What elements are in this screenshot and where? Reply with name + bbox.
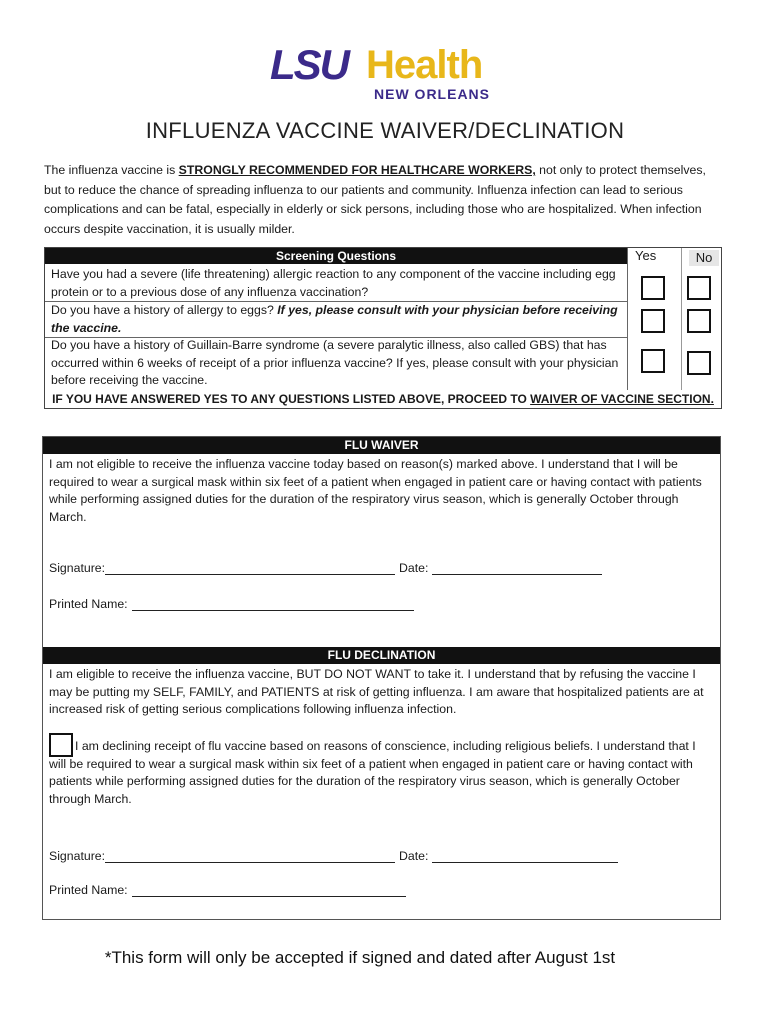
declination-header: FLU DECLINATION bbox=[43, 647, 720, 664]
declination-printed-name-field[interactable] bbox=[49, 883, 406, 897]
logo-subtitle: NEW ORLEANS bbox=[374, 86, 490, 102]
q2-no-checkbox[interactable] bbox=[687, 309, 711, 333]
date-label: Date: bbox=[399, 849, 429, 863]
intro-emphasis: STRONGLY RECOMMENDED FOR HEALTHCARE WORKERS, bbox=[178, 163, 536, 177]
waiver-text: I am not eligible to receive the influenza vaccine today based on reason(s) marked above. I understand that I will be required to wear a surgical mask within six feet of a patient when engaged in patient care or having contact with patients while performing assigned duties for the duration of the respiratory virus season, which is generally October through March. bbox=[49, 457, 702, 524]
declination-signature-field[interactable] bbox=[49, 849, 395, 863]
signature-line[interactable] bbox=[105, 850, 395, 863]
printed-name-label: Printed Name: bbox=[49, 883, 128, 897]
q1-yes-checkbox[interactable] bbox=[641, 276, 665, 300]
intro-text-start: The influenza vaccine is bbox=[44, 163, 179, 177]
waiver-signature-field[interactable] bbox=[49, 561, 395, 575]
column-divider bbox=[681, 248, 682, 390]
yes-column-label: Yes bbox=[635, 248, 657, 263]
screening-question-3: Do you have a history of Guillain-Barre syndrome (a severe paralytic illness, also called GBS) that has occurred within 6 weeks of receipt of a prior influenza vaccine? If yes, please consult with your physician before receiving the vaccine. bbox=[51, 338, 619, 387]
instruction-link-text: WAIVER OF VACCINE SECTION. bbox=[530, 392, 714, 406]
signature-label: Signature: bbox=[49, 561, 106, 575]
q2-yes-checkbox[interactable] bbox=[641, 309, 665, 333]
q3-yes-checkbox[interactable] bbox=[641, 349, 665, 373]
signature-line[interactable] bbox=[105, 562, 395, 575]
date-label: Date: bbox=[399, 561, 429, 575]
waiver-date-field[interactable] bbox=[399, 561, 602, 575]
waiver-printed-name-field[interactable] bbox=[49, 597, 414, 611]
printed-name-line[interactable] bbox=[132, 884, 406, 897]
intro-text-end: not only to protect themselves, but to reduce the chance of spreading influenza to our patients and community. Influenza infection can lead to serious complications and can be fatal, especially in elderly or sick persons, including those who are hospitalized. When infection occurs despite vaccination, it is usually milder. bbox=[44, 163, 706, 236]
signature-label: Signature: bbox=[49, 849, 106, 863]
instruction-text: IF YOU HAVE ANSWERED YES TO ANY QUESTIONS LISTED ABOVE, PROCEED TO bbox=[52, 392, 531, 406]
declination-text: I am eligible to receive the influenza vaccine, BUT DO NOT WANT to take it. I understand that by refusing the vaccine I may be putting my SELF, FAMILY, and PATIENTS at risk of getting influenza. I am aware that hospitalized patients are at increased risk of getting serious complications following influenza infection. bbox=[49, 667, 704, 716]
screening-instruction bbox=[45, 390, 721, 408]
conscience-text: I am declining receipt of flu vaccine based on reasons of conscience, including religious beliefs. I understand that I will be required to wear a surgical mask within six feet of a patient when engaged in patient care or having contact with patients while performing assigned duties for the duration of the respiratory virus season, which is generally October through March. bbox=[49, 739, 696, 806]
waiver-header: FLU WAIVER bbox=[43, 437, 720, 454]
screening-question-1: Have you had a severe (life threatening) allergic reaction to any component of the vaccine including egg protein or to a previous dose of any influenza vaccination? bbox=[51, 267, 616, 299]
screening-table bbox=[44, 247, 722, 409]
waiver-declination-box bbox=[42, 436, 721, 920]
screening-header: Screening Questions bbox=[45, 248, 627, 264]
printed-name-line[interactable] bbox=[132, 598, 414, 611]
no-column-label: No bbox=[689, 250, 719, 266]
declination-date-field[interactable] bbox=[399, 849, 618, 863]
printed-name-label: Printed Name: bbox=[49, 597, 128, 611]
date-line[interactable] bbox=[432, 562, 602, 575]
footer-note: *This form will only be accepted if signed and dated after August 1st bbox=[104, 948, 616, 967]
question-2-text: Do you have a history of allergy to eggs? bbox=[51, 303, 278, 317]
column-divider bbox=[627, 248, 628, 390]
lsu-health-logo bbox=[270, 42, 500, 104]
q3-no-checkbox[interactable] bbox=[687, 351, 711, 375]
screening-question-2 bbox=[51, 302, 623, 337]
logo-lsu-text: LSU bbox=[270, 41, 348, 88]
intro-paragraph bbox=[44, 161, 724, 239]
page-title: INFLUENZA VACCINE WAIVER/DECLINATION bbox=[145, 118, 625, 143]
question-2-emphasis: If yes, please consult with your physician before receiving the vaccine. bbox=[51, 303, 618, 335]
date-line[interactable] bbox=[432, 850, 618, 863]
q1-no-checkbox[interactable] bbox=[687, 276, 711, 300]
logo-health-text: Health bbox=[366, 43, 483, 87]
